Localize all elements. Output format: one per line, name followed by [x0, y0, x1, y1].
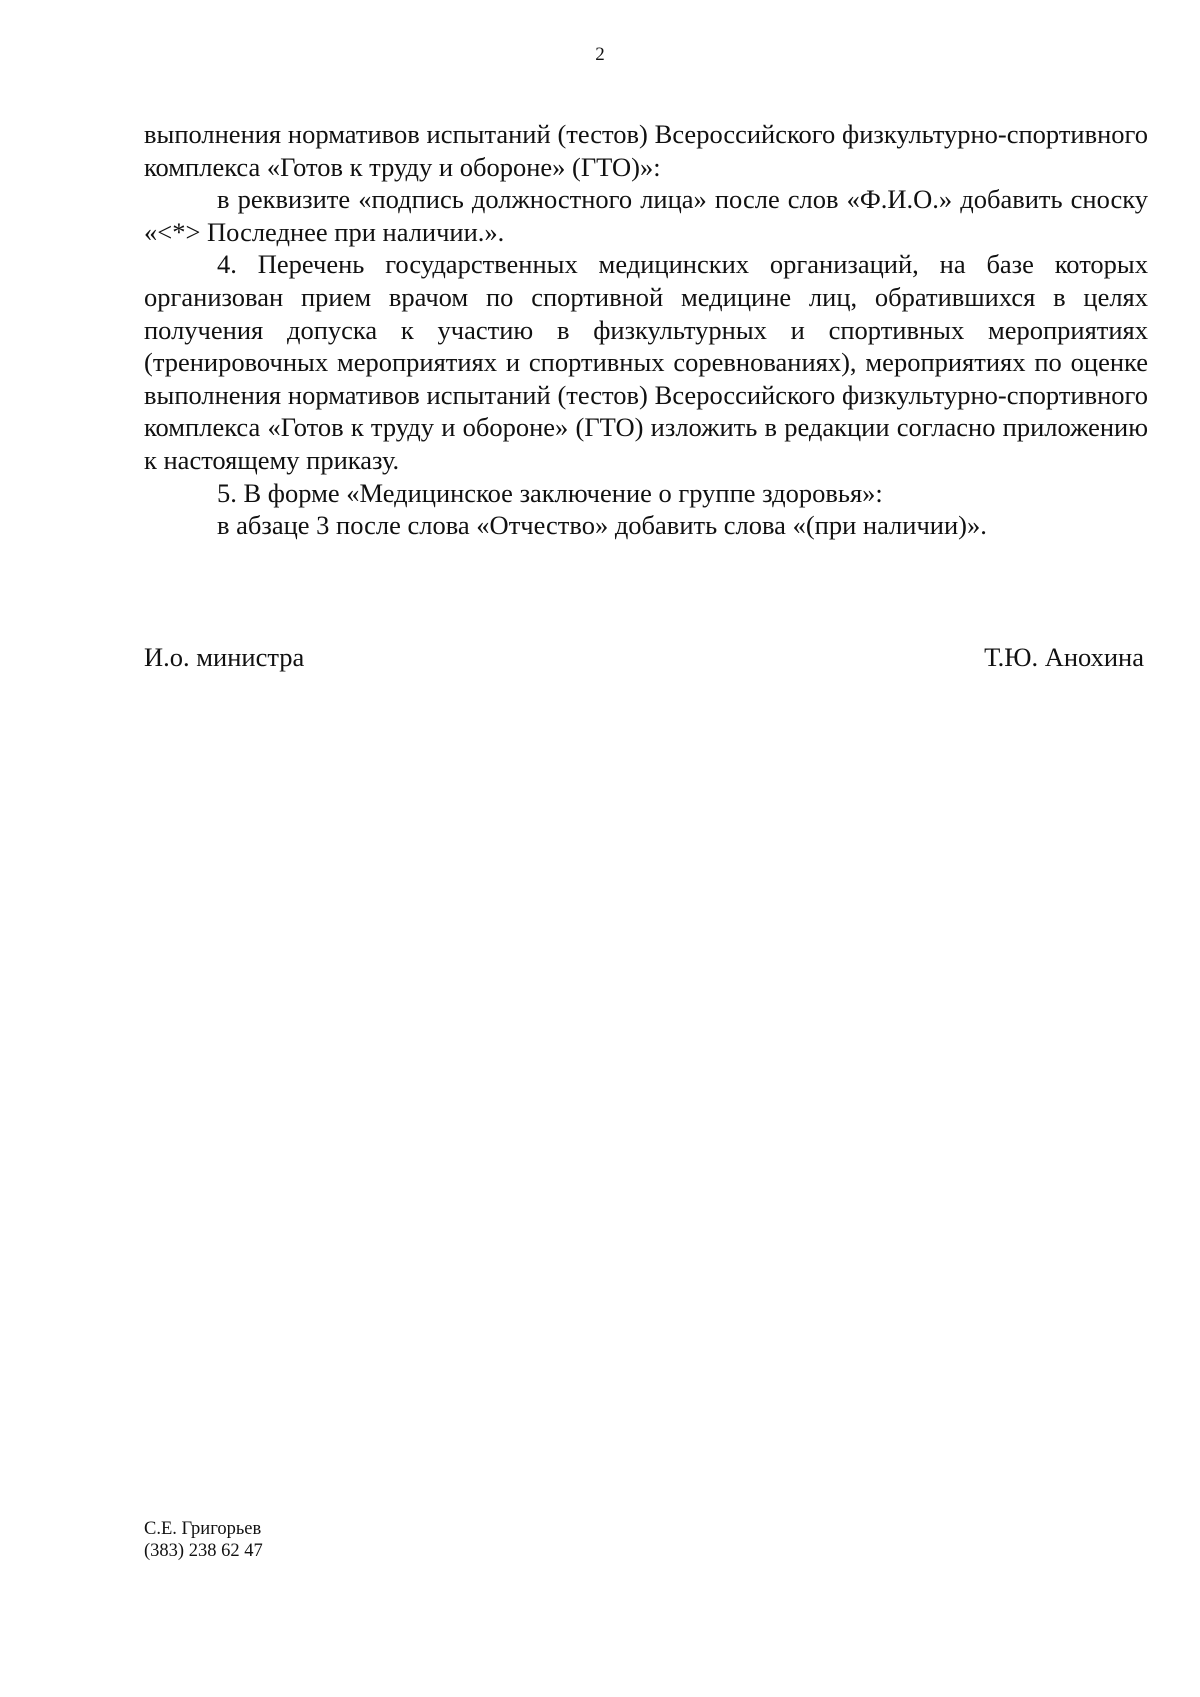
signatory-title: И.о. министра [144, 642, 305, 672]
signature-block [144, 640, 1144, 674]
paragraph-item-4: 4. Перечень государственных медицинских организаций, на базе которых организован прием врачом по спортивной медицине лиц, обратившихся в целях получения допуска к участию в физкультурных и спортивных мероприятиях (тренировочных мероприятиях и спортивных соревнованиях), мероприятиях по оценке выполнения нормативов испытаний (тестов) Всероссийского физкультурно-спортивного комплекса «Готов к труду и обороне» (ГТО) изложить в редакции согласно приложению к настоящему приказу. [144, 249, 1148, 475]
executor-phone: (383) 238 62 47 [144, 1541, 263, 1561]
executor-block [144, 1518, 263, 1562]
signatory-name: Т.Ю. Анохина [984, 642, 1144, 672]
paragraph-item-5: 5. В форме «Медицинское заключение о группе здоровья»: [217, 477, 883, 508]
paragraph-continuation: выполнения нормативов испытаний (тестов) Всероссийского физкультурно-спортивного комплекса «Готов к труду и обороне» (ГТО)»: [144, 119, 1148, 182]
page-number: 2 [595, 44, 605, 65]
executor-name: С.Е. Григорьев [144, 1519, 262, 1539]
document-body [144, 118, 1148, 542]
paragraph-footnote-amendment: в реквизите «подпись должностного лица» после слов «Ф.И.О.» добавить сноску «<*> Последнее при наличии.». [144, 184, 1148, 247]
paragraph-item-5-detail: в абзаце 3 после слова «Отчество» добавить слова «(при наличии)». [217, 510, 987, 541]
